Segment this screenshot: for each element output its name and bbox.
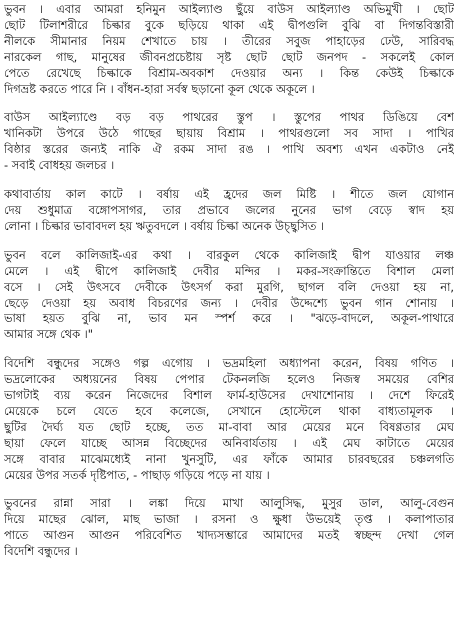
text-line: মেয়েকে চলে যেতে হবে কলেজে, সেখানে হোস্টেলে থাকা বাধ্যতামূলক । [4,403,454,418]
paragraph-2 [4,110,454,174]
paragraph-4 [4,248,454,343]
text-line: পেতে রেখেছে চিল্কাকে বিশ্রাম-অবকাশ দেওয়ার অন্য । কিন্ত কেউই চিল্কাকে [4,65,454,80]
text-line: সঙ্গে বাবার মাঝেমধ্যেই নানা খুনসুটি, এর ফাঁকে আমার চারবছরের চঞ্চলগতি [4,451,454,466]
paragraph-3 [4,187,454,235]
text-line: ভুবন বলে কালিজাই-এর কথা । বারকুল থেকে কালিজাই দ্বীপ যাওয়ার লঞ্চ [4,247,454,262]
text-line: ছুটির দৈর্ঘ্য যত ছোট হচ্ছে, তত মা-বাবা আর মেয়ের মনে বিষণ্ণতার মেঘ [4,419,454,434]
paragraph-1 [4,2,454,97]
text-line: ছায়া ফেলে যাচ্ছে আসন্ন বিচ্ছেদের অনিবার্যতায় । এই মেঘ কাটাতে মেয়ের [4,435,454,450]
text-line: মেয়ের উপর সতর্ক দৃষ্টিপাত, - পাছাড় গড়িয়ে পড়ে না যায় । [4,467,270,482]
text-line: ভাগটাই ব্যয় করেন নিজেদের বিশাল ফার্ম-হাউসের দেখাশোনায় । দেশে ফিরেই [4,388,454,403]
text-line: ছোট টিলাশরীরে চিল্কার বুকে ছড়িয়ে থাকা এই দ্বীপগুলি বুঝি বা দিগন্তবিস্তারী [4,17,454,32]
text-line: দেয় শুধুমাত্র বঙ্গোপসাগর, তার প্রভাবে জলের নুনের ভাগ বেড়ে স্বাদ হয় [4,202,454,217]
text-line: ভাষা হয়ত বুঝি না, ভাব মন স্পর্শ করে । "ঝড়ে-বাদলে, অকূল-পাথারে [4,311,454,326]
text-line: আমার সঙ্গে থেক ।" [4,327,93,342]
text-line: দিগভ্রষ্ট করতে পারে নি । বাঁধন-হারা সর্বস্ব ছড়ানো কূল থেকে অকূলে । [4,81,315,96]
text-line: - সবাই বোধহয় জলচর । [4,158,115,173]
paragraph-5 [4,356,454,483]
text-line: মেলে । এই দ্বীপে কালিজাই দেবীর মন্দির । মকর-সংক্রান্তিতে বিশাল মেলা [4,263,454,278]
text-line: ছেড়ে দেওয়া হয় অবাধ বিচরণের জন্য । দেবীর উদ্দেশ্যে ভুবন গান শোনায় । [4,295,454,310]
document-page [4,2,454,573]
text-line: বিদেশি বন্ধুদের সঙ্গেও গল্প এগোয় । ভদ্রমহিলা অধ্যাপনা করেন, বিষয় গণিত । [4,356,454,371]
text-line: খানিকটা উপরে উঠে গাছের ছায়ায় বিশ্রাম । পাথরগুলো সব সাদা । পাখির [4,126,454,141]
paragraph-6 [4,496,454,560]
text-line: কথাবার্তায় কাল কাটে । বর্ষায় এই হ্রদের জল মিষ্টি । শীতে জল যোগান [4,187,454,202]
text-line: বাউস আইল্যাণ্ডে বড় বড় পাথরের স্তুপ । স্তুপের পাথর ডিঙিয়ে বেশ [4,110,454,125]
text-line: ভুবন । এবার আমরা হনিমুন আইল্যাণ্ড ছুঁয়ে বাউস আইল্যাণ্ড অভিমুখী । ছোট [4,2,454,16]
text-line: লোনা । চিল্কার ভাবাবদল হয় ঋতুবদলে । বর্ষায় চিল্কা অনেক উচ্ছ্বসিত । [4,218,325,233]
text-line: পাতে আগুন আগুন পরিবেশিত খাদ্যসম্ভারে আমাদের মতই স্বচ্ছন্দ দেখা গেল [4,528,454,543]
text-line: বিষ্ঠার স্তরের জন্যই নাকি ঐ রকম সাদা রঙ । পাখি অবশ্য এখন একটাও নেই [4,142,454,157]
text-line: নারকেল গাছ, মানুষের জীবনপ্রচেষ্টায় সৃষ্ট ছোট ছোট জনপদ - সকলেই কোল [4,49,454,64]
text-line: বিদেশি বন্ধুদের । [4,544,78,559]
text-line: নীলকে সীমানার নিয়ম শেখাতে চায় । তীরের সবুজ পাহাড়ের ঢেউ, সারিবদ্ধ [4,33,454,48]
text-line: বসে । সেই উৎসবে দেবীকে উৎসর্গ করা মুরগি, ছাগল বলি দেওয়া হয় না, [4,279,454,294]
text-line: ভুবনের রান্না সারা । লঙ্কা দিয়ে মাখা আলুসিদ্ধ, মুসুর ডাল, আলু-বেগুন [4,496,454,511]
text-line: দিয়ে মাছের ঝোল, মাছ ভাজা । রসনা ও ক্ষুধা উভয়েই তৃপ্ত । কলাপাতার [4,512,454,527]
text-line: ভদ্রলোকের অধ্যয়নের বিষয় পেপার টেকনলজি হলেও নিজস্ব সময়ের বেশির [4,372,454,387]
